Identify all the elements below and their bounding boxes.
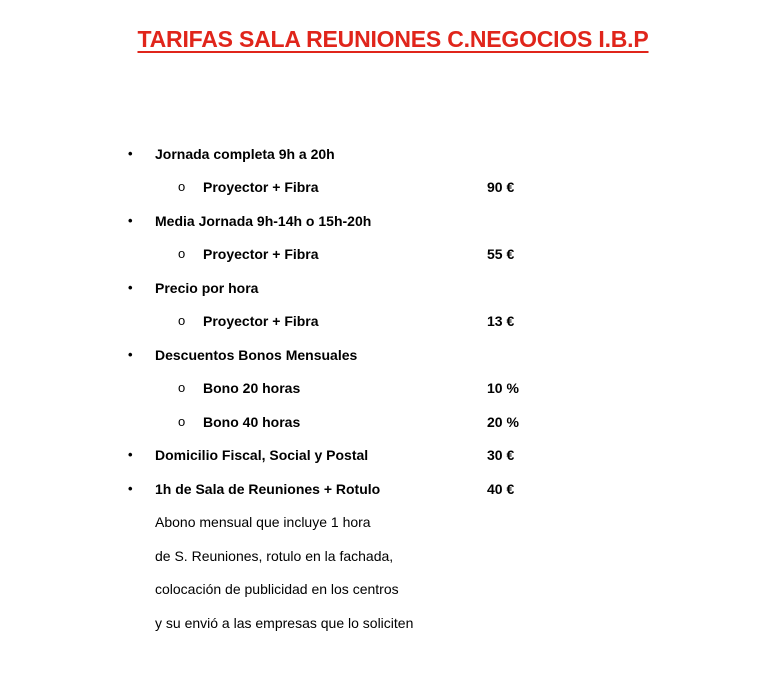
bullet-icon: • xyxy=(128,347,133,362)
circle-bullet-icon: o xyxy=(178,380,186,395)
item-label: Bono 40 horas xyxy=(203,414,301,430)
item-label: Proyector + Fibra xyxy=(203,246,319,262)
bullet-icon: • xyxy=(128,146,133,161)
circle-bullet-icon: o xyxy=(178,313,186,328)
item-price: 40 € xyxy=(487,481,515,497)
item-price: 30 € xyxy=(487,447,515,463)
item-price: 13 € xyxy=(487,313,515,329)
item-price: 90 € xyxy=(487,179,515,195)
item-label: Precio por hora xyxy=(155,280,259,296)
description-line: colocación de publicidad en los centros xyxy=(155,581,399,597)
page-title: TARIFAS SALA REUNIONES C.NEGOCIOS I.B.P xyxy=(137,26,649,52)
circle-bullet-icon: o xyxy=(178,414,186,429)
description-line: Abono mensual que incluye 1 hora xyxy=(155,514,371,530)
item-label: Domicilio Fiscal, Social y Postal xyxy=(155,447,369,463)
bullet-icon: • xyxy=(128,481,133,496)
item-label: 1h de Sala de Reuniones + Rotulo xyxy=(155,481,381,497)
item-price: 10 % xyxy=(487,380,519,396)
circle-bullet-icon: o xyxy=(178,246,186,261)
description-line: y su envió a las empresas que lo soliciten xyxy=(155,615,414,631)
bullet-icon: • xyxy=(128,213,133,228)
item-label: Descuentos Bonos Mensuales xyxy=(155,347,358,363)
item-label: Proyector + Fibra xyxy=(203,179,319,195)
item-label: Jornada completa 9h a 20h xyxy=(155,146,335,162)
description-line: de S. Reuniones, rotulo en la fachada, xyxy=(155,548,394,564)
circle-bullet-icon: o xyxy=(178,179,186,194)
item-label: Proyector + Fibra xyxy=(203,313,319,329)
item-label: Bono 20 horas xyxy=(203,380,301,396)
item-price: 20 % xyxy=(487,414,519,430)
bullet-icon: • xyxy=(128,280,133,295)
bullet-icon: • xyxy=(128,447,133,462)
item-label: Media Jornada 9h-14h o 15h-20h xyxy=(155,213,372,229)
item-price: 55 € xyxy=(487,246,515,262)
